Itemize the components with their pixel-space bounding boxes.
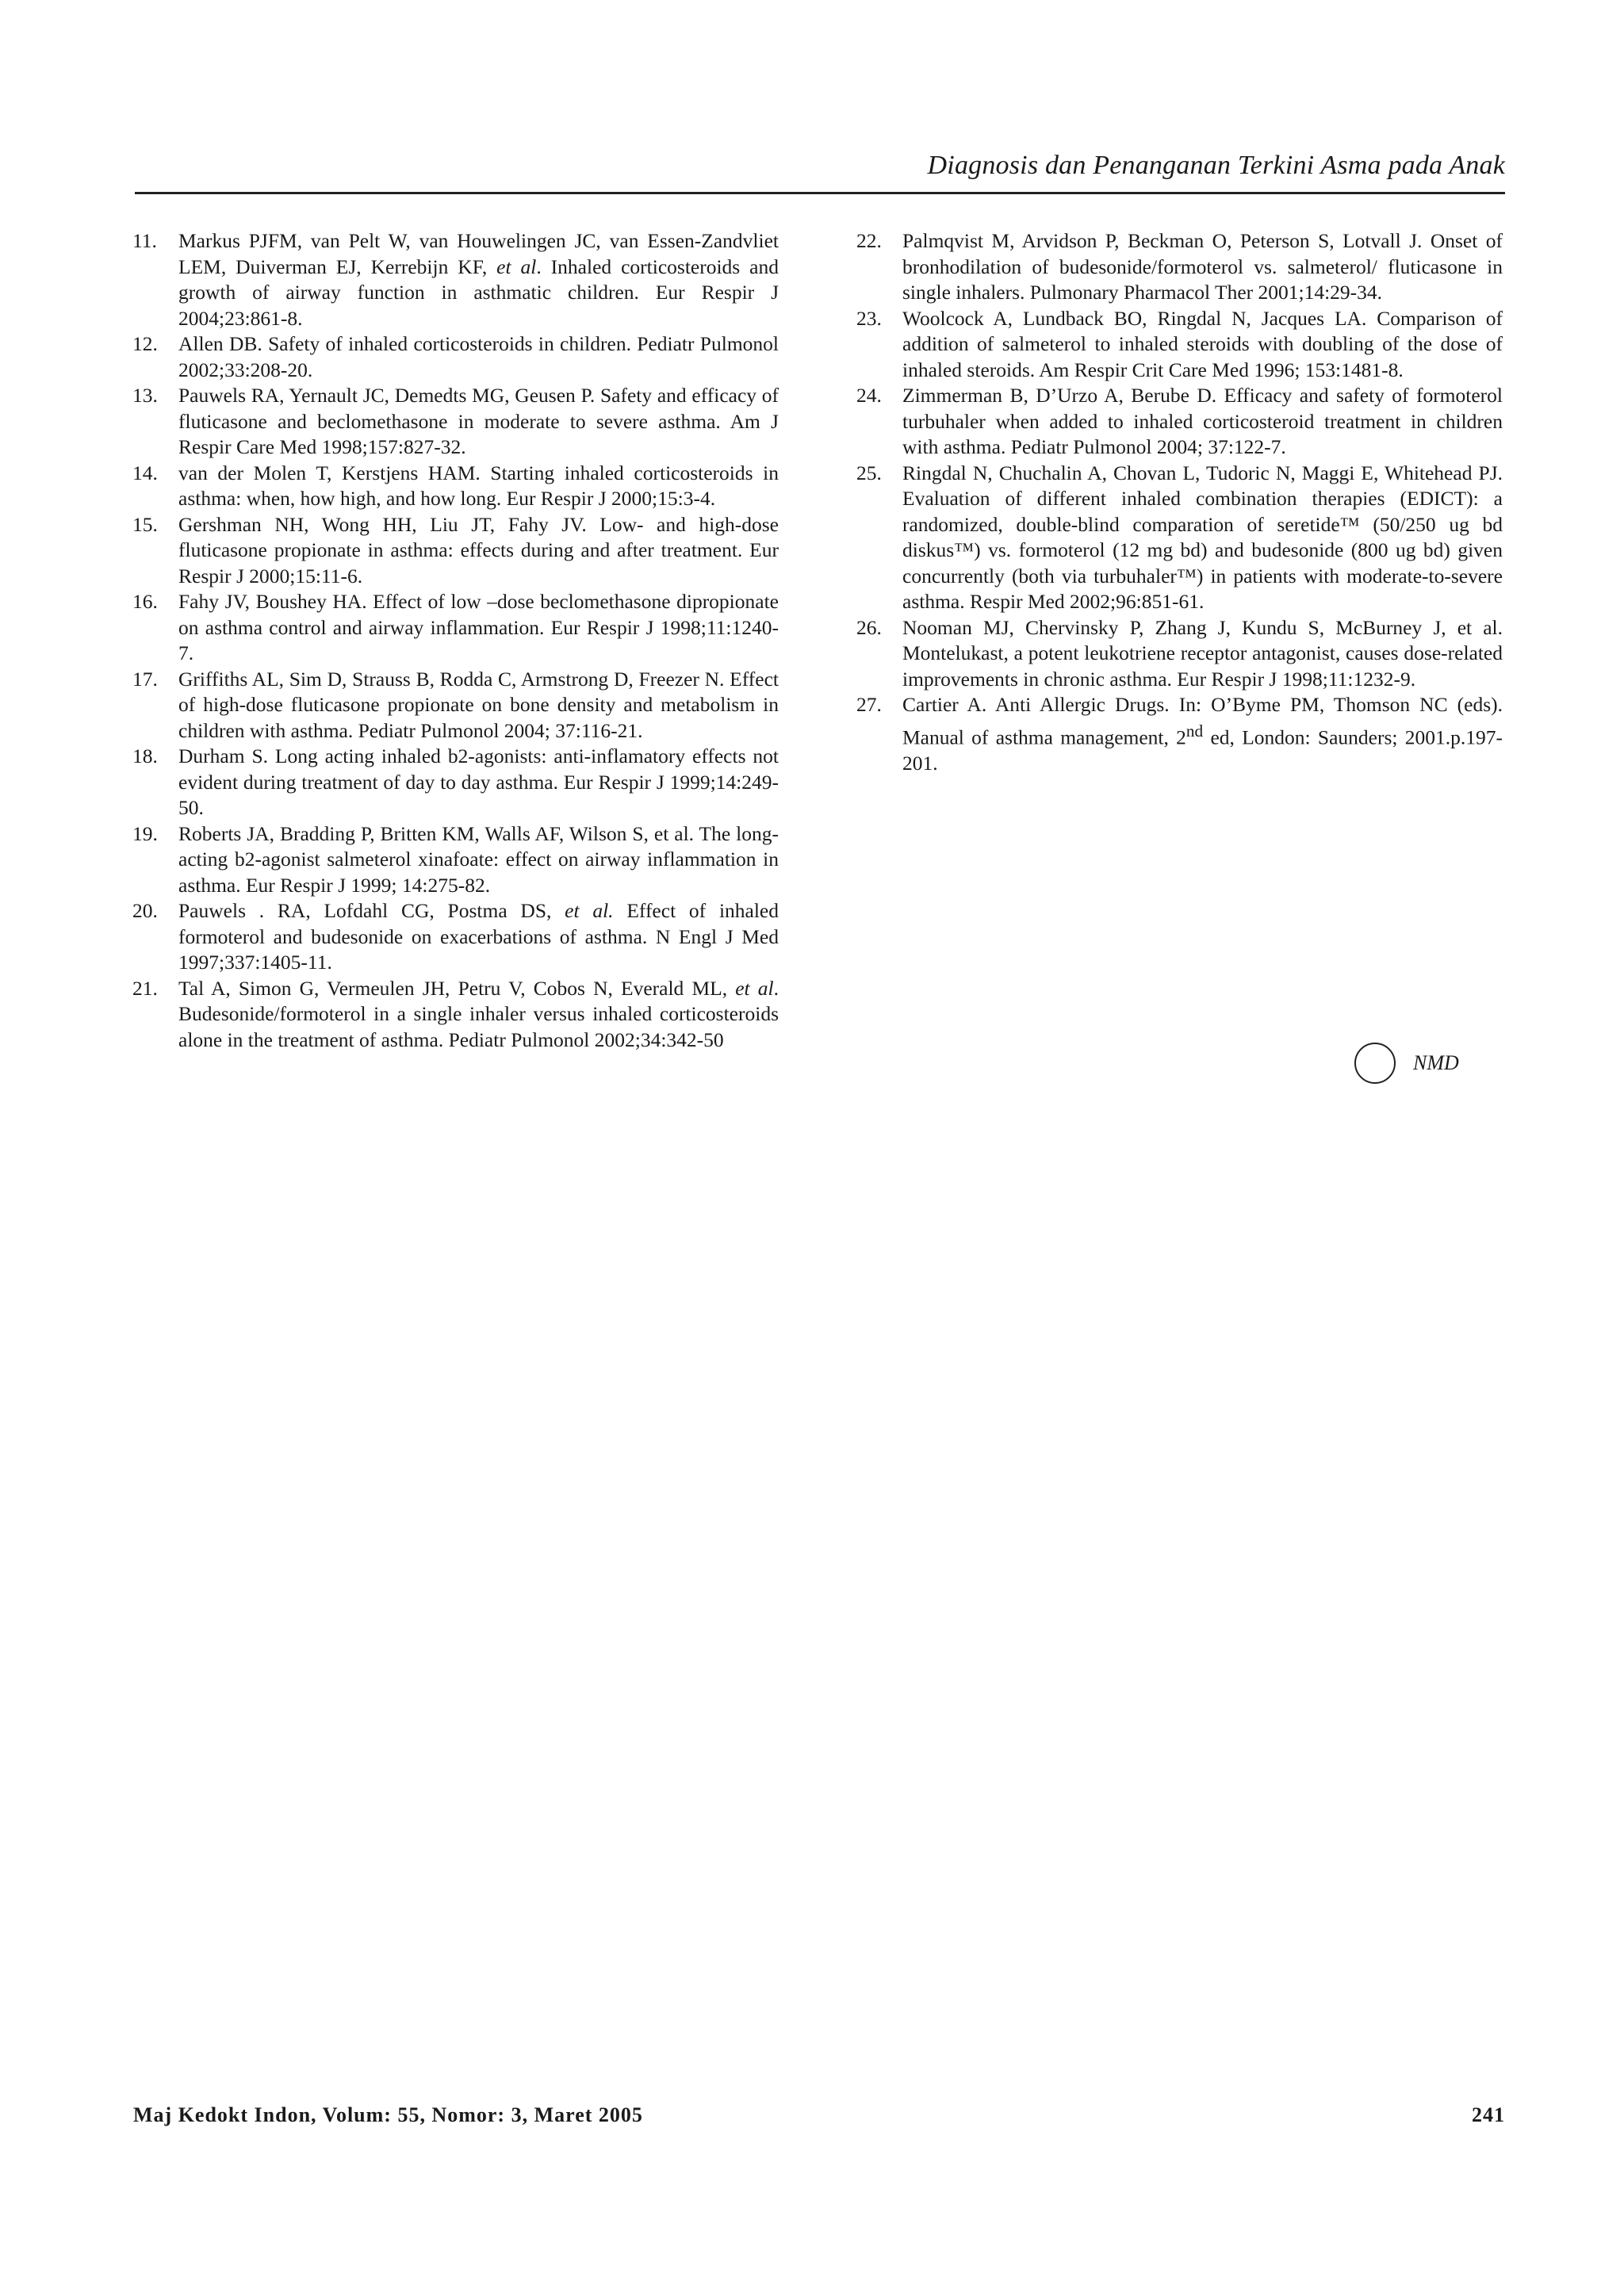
reference-number: 11. [132, 229, 157, 252]
references-column-left [132, 228, 779, 1053]
reference-text: Nooman MJ, Chervinsky P, Zhang J, Kundu S, McBurney J, et al. Montelukast, a potent leukotriene receptor antagonist, causes dose-related improvements in chronic asthma. Eur Respir J 1998;11:1232-9. [902, 615, 1503, 691]
reference-number: 21. [132, 976, 158, 1000]
references-column-right [856, 228, 1503, 776]
reference-number: 14. [132, 461, 158, 484]
reference-number: 16. [132, 590, 158, 613]
reference-item [132, 667, 779, 744]
reference-item [856, 615, 1503, 693]
reference-item [132, 512, 779, 590]
page-number: 241 [1472, 2103, 1505, 2126]
reference-text: Pauwels . RA, Lofdahl CG, Postma DS, et al. Effect of inhaled formoterol and budesonide on exacerbations of asthma. N Engl J Med 1997;337:1405-11. [178, 899, 779, 974]
circle-mark-icon [1354, 1043, 1396, 1084]
running-title: Diagnosis dan Penanganan Terkini Asma pada Anak [927, 151, 1505, 180]
reference-text: Cartier A. Anti Allergic Drugs. In: O’Byme PM, Thomson NC (eds). Manual of asthma management, 2nd ed, London: Saunders; 2001.p.197-201. [902, 693, 1503, 775]
reference-number: 24. [856, 384, 882, 407]
reference-number: 27. [856, 693, 882, 716]
reference-text: Gershman NH, Wong HH, Liu JT, Fahy JV. Low- and high-dose fluticasone propionate in asthma: effects during and after treatment. Eur Respir J 2000;15:11-6. [178, 512, 779, 587]
reference-number: 25. [856, 461, 882, 484]
reference-text: Fahy JV, Boushey HA. Effect of low –dose beclomethasone dipropionate on asthma control and airway inflammation. Eur Respir J 1998;11:1240-7. [178, 590, 779, 664]
reference-text: Ringdal N, Chuchalin A, Chovan L, Tudoric N, Maggi E, Whitehead PJ. Evaluation of different inhaled combination therapies (EDICT): a randomized, double-blind comparation of seretide™ (50/250 ug bd diskus™) vs. formoterol (12 mg bd) and budesonide (800 ug bd) given concurrently (both via turbuhaler™) in patients with moderate-to-severe asthma. Respir Med 2002;96:851-61. [902, 461, 1503, 613]
reference-text: Griffiths AL, Sim D, Strauss B, Rodda C, Armstrong D, Freezer N. Effect of high-dose fluticasone propionate on bone density and metabolism in children with asthma. Pediatr Pulmonol 2004; 37:116-21. [178, 667, 779, 742]
reference-item [132, 331, 779, 383]
reference-item [856, 461, 1503, 615]
reference-item [856, 383, 1503, 461]
reference-item [856, 692, 1503, 776]
reference-text: Zimmerman B, D’Urzo A, Berube D. Efficacy and safety of formoterol turbuhaler when added to inhaled corticosteroid treatment in children with asthma. Pediatr Pulmonol 2004; 37:122-7. [902, 384, 1503, 458]
reference-text: Roberts JA, Bradding P, Britten KM, Walls AF, Wilson S, et al. The long-acting b2-agonist salmeterol xinafoate: effect on airway inflammation in asthma. Eur Respir J 1999; 14:275-82. [178, 821, 779, 897]
reference-text: Markus PJFM, van Pelt W, van Houwelingen JC, van Essen-Zandvliet LEM, Duiverman EJ, Kerrebijn KF, et al. Inhaled corticosteroids and growth of airway function in asthmatic children. Eur Respir J 2004;23:861-8. [178, 229, 779, 330]
reference-number: 19. [132, 821, 158, 845]
reference-number: 12. [132, 332, 158, 355]
reference-item [132, 744, 779, 821]
author-signoff [1354, 1043, 1459, 1084]
reference-item [132, 383, 779, 461]
reference-text: Woolcock A, Lundback BO, Ringdal N, Jacques LA. Comparison of addition of salmeterol to inhaled steroids with doubling of the dose of inhaled steroids. Am Respir Crit Care Med 1996; 153:1481-8. [902, 306, 1503, 381]
reference-number: 26. [856, 615, 882, 639]
reference-number: 17. [132, 667, 158, 691]
reference-item [132, 976, 779, 1054]
reference-number: 20. [132, 899, 158, 922]
reference-item [132, 228, 779, 331]
reference-number: 15. [132, 512, 158, 536]
reference-text: Allen DB. Safety of inhaled corticosteroids in children. Pediatr Pulmonol 2002;33:208-20. [178, 332, 779, 381]
reference-item [856, 228, 1503, 306]
reference-item [132, 461, 779, 512]
reference-item [132, 821, 779, 899]
reference-text: Durham S. Long acting inhaled b2-agonists: anti-inflamatory effects not evident during treatment of day to day asthma. Eur Respir J 1999;14:249-50. [178, 744, 779, 819]
reference-text: van der Molen T, Kerstjens HAM. Starting inhaled corticosteroids in asthma: when, how high, and how long. Eur Respir J 2000;15:3-4. [178, 461, 779, 510]
header-rule [135, 192, 1505, 194]
journal-citation: Maj Kedokt Indon, Volum: 55, Nomor: 3, Maret 2005 [133, 2103, 643, 2126]
reference-text: Tal A, Simon G, Vermeulen JH, Petru V, Cobos N, Everald ML, et al. Budesonide/formoterol in a single inhaler versus inhaled corticosteroids alone in the treatment of asthma. Pediatr Pulmonol 2002;34:342-50 [178, 976, 779, 1051]
reference-text: Palmqvist M, Arvidson P, Beckman O, Peterson S, Lotvall J. Onset of bronhodilation of budesonide/formoterol vs. salmeterol/ fluticasone in single inhalers. Pulmonary Pharmacol Ther 2001;14:29-34. [902, 229, 1503, 304]
signoff-initials: NMD [1413, 1051, 1459, 1074]
reference-item [132, 898, 779, 976]
reference-number: 18. [132, 744, 158, 767]
reference-item [856, 306, 1503, 384]
reference-number: 22. [856, 229, 882, 252]
reference-item [132, 589, 779, 667]
reference-text: Pauwels RA, Yernault JC, Demedts MG, Geusen P. Safety and efficacy of fluticasone and beclomethasone in moderate to severe asthma. Am J Respir Care Med 1998;157:827-32. [178, 384, 779, 458]
page-footer [133, 2103, 1505, 2127]
reference-number: 13. [132, 384, 158, 407]
reference-number: 23. [856, 306, 882, 330]
